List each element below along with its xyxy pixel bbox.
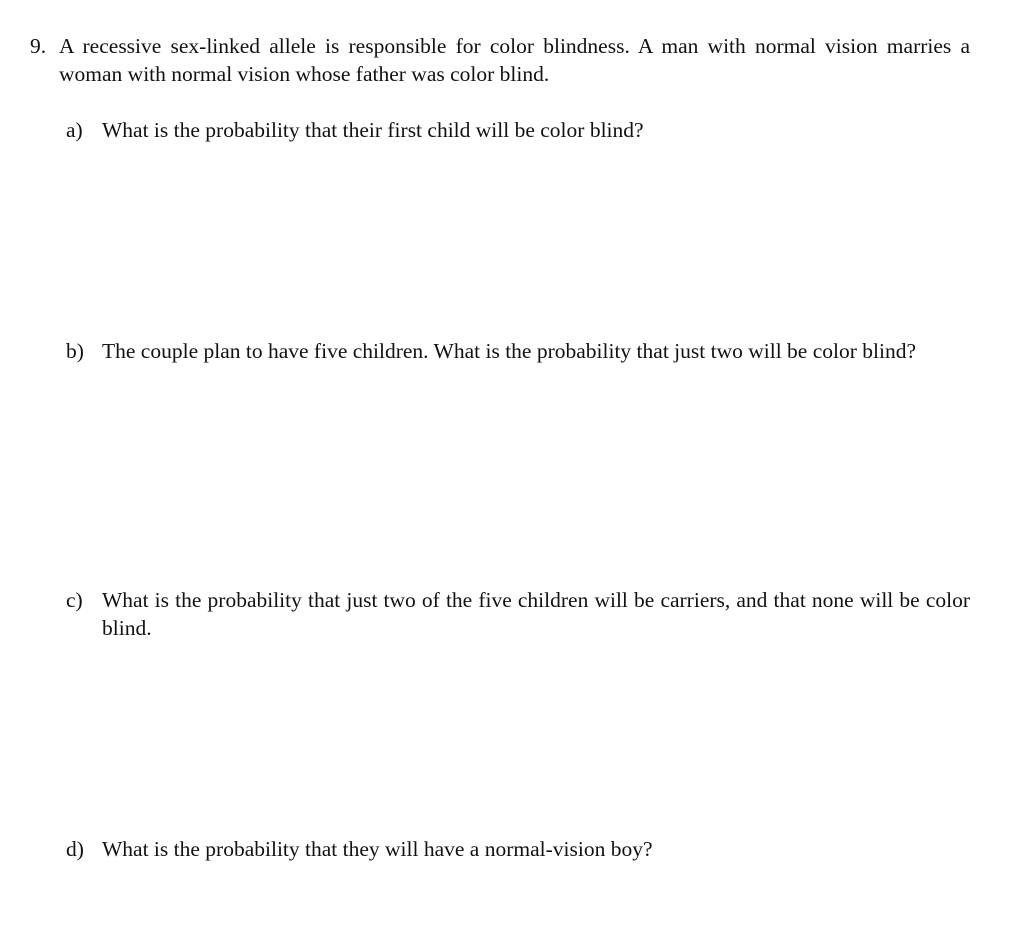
part-d bbox=[66, 835, 970, 863]
question-number: 9. bbox=[30, 34, 47, 58]
part-label: c) bbox=[66, 588, 83, 612]
question-text: A recessive sex-linked allele is responsible for color blindness. A man with normal vision marries a woman with normal vision whose father was color blind. bbox=[59, 34, 970, 86]
question-9 bbox=[30, 32, 970, 88]
part-label: d) bbox=[66, 837, 84, 861]
part-text: What is the probability that just two of the five children will be carriers, and that none will be color blind. bbox=[102, 588, 970, 640]
part-label: a) bbox=[66, 118, 83, 142]
part-text: The couple plan to have five children. What is the probability that just two will be color blind? bbox=[102, 339, 917, 363]
part-label: b) bbox=[66, 339, 84, 363]
part-b bbox=[66, 337, 970, 365]
part-text: What is the probability that they will have a normal-vision boy? bbox=[102, 837, 653, 861]
part-text: What is the probability that their first child will be color blind? bbox=[102, 118, 644, 142]
part-a bbox=[66, 116, 970, 144]
part-c bbox=[66, 586, 970, 642]
